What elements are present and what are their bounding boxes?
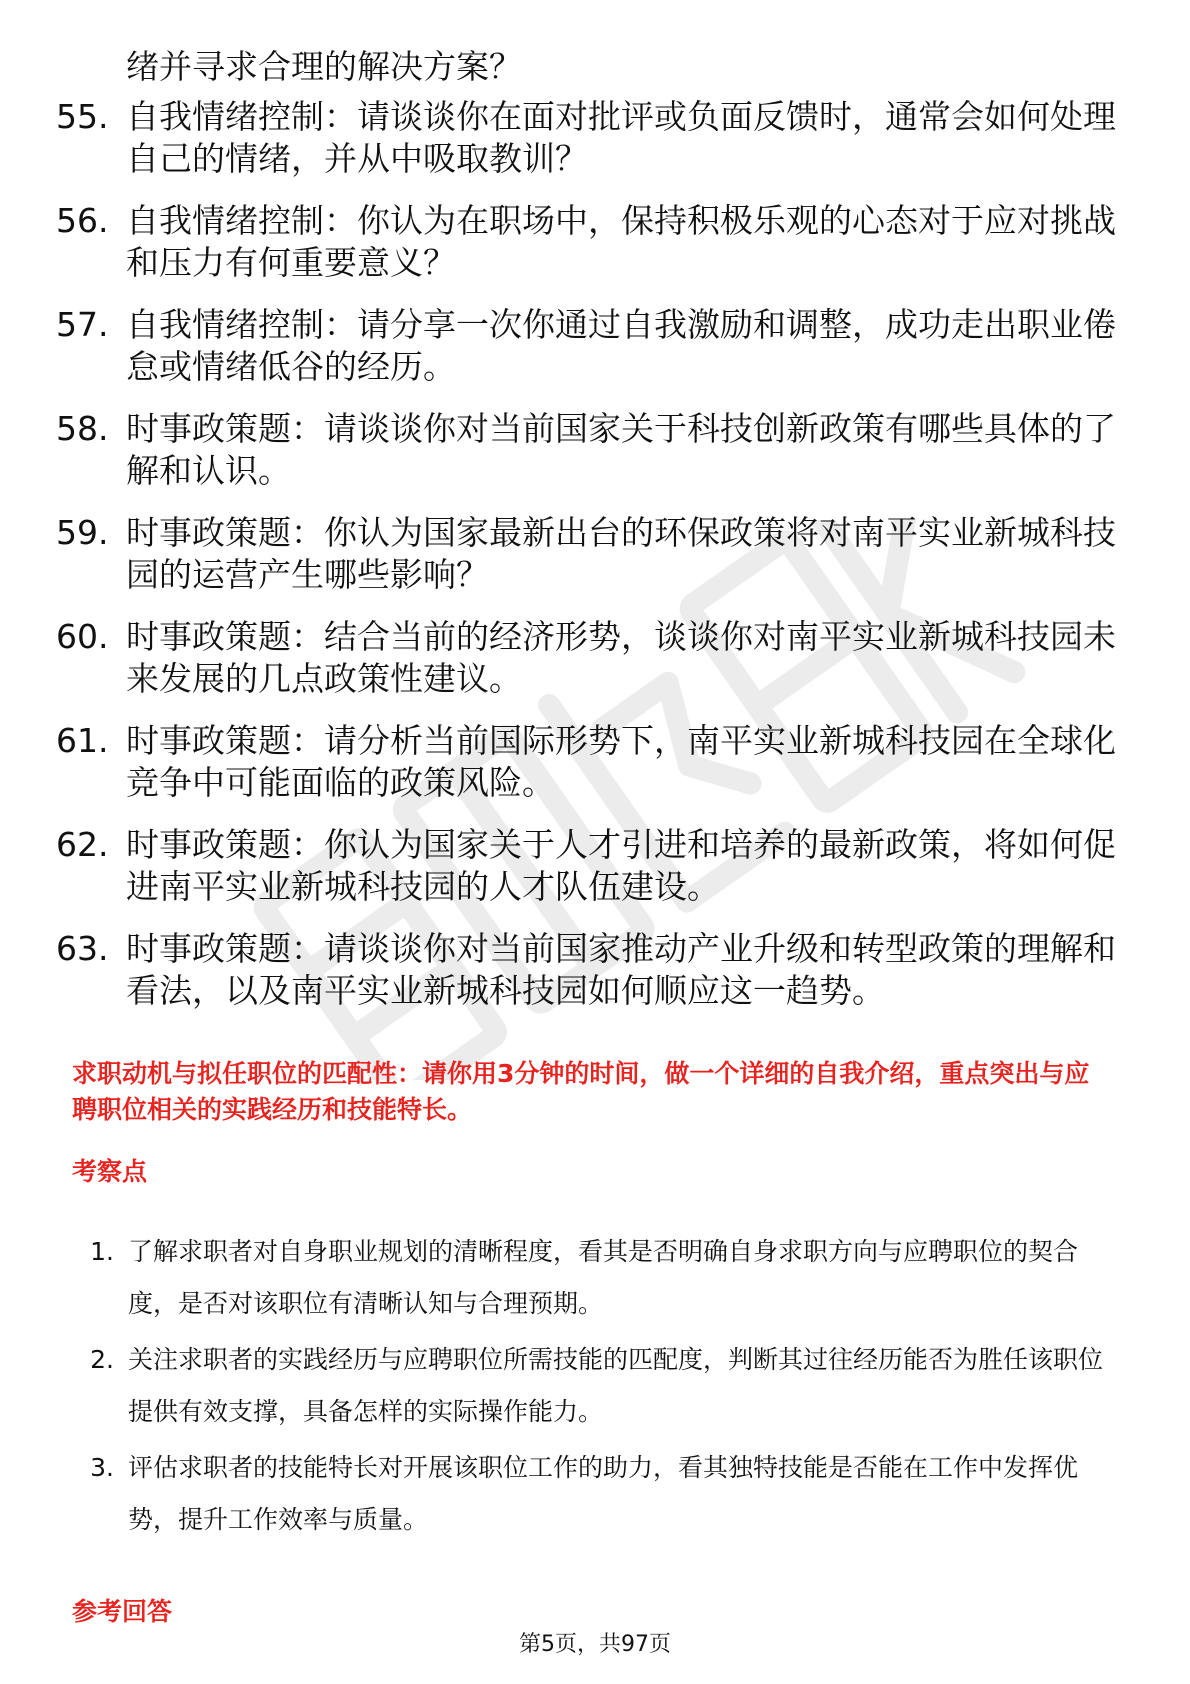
question-text: 时事政策题：你认为国家最新出台的环保政策将对南平实业新城科技园的运营产生哪些影响？	[126, 513, 1116, 594]
question-number: 55.	[56, 97, 109, 136]
reference-answer-title: 参考回答	[72, 1597, 173, 1626]
focus-point-item	[72, 1226, 1112, 1330]
focus-points-title: 考察点	[72, 1157, 148, 1186]
question-item	[56, 304, 1116, 388]
focus-point-text: 评估求职者的技能特长对开展该职位工作的助力，看其独特技能是否能在工作中发挥优势，提升工作效率与质量。	[128, 1453, 1079, 1534]
question-text: 自我情绪控制：请分享一次你通过自我激励和调整，成功走出职业倦怠或情绪低谷的经历。	[126, 305, 1116, 386]
focus-point-number: 3.	[90, 1453, 114, 1482]
focus-point-number: 2.	[90, 1345, 114, 1374]
question-item	[56, 720, 1116, 804]
question-number: 63.	[56, 929, 109, 968]
question-item	[56, 616, 1116, 700]
focus-question: 求职动机与拟任职位的匹配性：请你用3分钟的时间，做一个详细的自我介绍，重点突出与应聘职位相关的实践经历和技能特长。	[72, 1059, 1090, 1124]
question-item	[56, 824, 1116, 908]
question-number: 62.	[56, 825, 109, 864]
question-continuation: 绪并寻求合理的解决方案？	[126, 47, 522, 86]
question-text: 时事政策题：请谈谈你对当前国家关于科技创新政策有哪些具体的了解和认识。	[126, 409, 1116, 490]
page-footer: 第5页，共97页	[519, 1632, 671, 1657]
focus-point-item	[72, 1334, 1112, 1438]
question-item	[56, 928, 1116, 1012]
question-text: 时事政策题：你认为国家关于人才引进和培养的最新政策，将如何促进南平实业新城科技园的人才队伍建设。	[126, 825, 1116, 906]
focus-points-list	[72, 1226, 1112, 1550]
question-number: 60.	[56, 617, 109, 656]
question-text: 自我情绪控制：你认为在职场中，保持积极乐观的心态对于应对挑战和压力有何重要意义？	[126, 201, 1116, 282]
question-item	[56, 512, 1116, 596]
focus-point-text: 了解求职者对自身职业规划的清晰程度，看其是否明确自身求职方向与应聘职位的契合度，是否对该职位有清晰认知与合理预期。	[128, 1237, 1079, 1318]
focus-point-item	[72, 1442, 1112, 1546]
question-item	[56, 96, 1116, 180]
question-number: 57.	[56, 305, 109, 344]
question-item	[56, 408, 1116, 492]
question-item	[56, 200, 1116, 284]
focus-point-number: 1.	[90, 1237, 114, 1266]
question-list	[56, 46, 1116, 1032]
question-number: 58.	[56, 409, 109, 448]
question-text: 时事政策题：结合当前的经济形势，谈谈你对南平实业新城科技园未来发展的几点政策性建议。	[126, 617, 1116, 698]
question-number: 59.	[56, 513, 109, 552]
question-text: 时事政策题：请谈谈你对当前国家推动产业升级和转型政策的理解和看法，以及南平实业新城科技园如何顺应这一趋势。	[126, 929, 1116, 1010]
focus-point-text: 关注求职者的实践经历与应聘职位所需技能的匹配度，判断其过往经历能否为胜任该职位提供有效支撑，具备怎样的实际操作能力。	[128, 1345, 1104, 1426]
question-text: 自我情绪控制：请谈谈你在面对批评或负面反馈时，通常会如何处理自己的情绪，并从中吸取教训？	[126, 97, 1116, 178]
question-number: 56.	[56, 201, 109, 240]
question-number: 61.	[56, 721, 109, 760]
question-text: 时事政策题：请分析当前国际形势下，南平实业新城科技园在全球化竞争中可能面临的政策风险。	[126, 721, 1116, 802]
